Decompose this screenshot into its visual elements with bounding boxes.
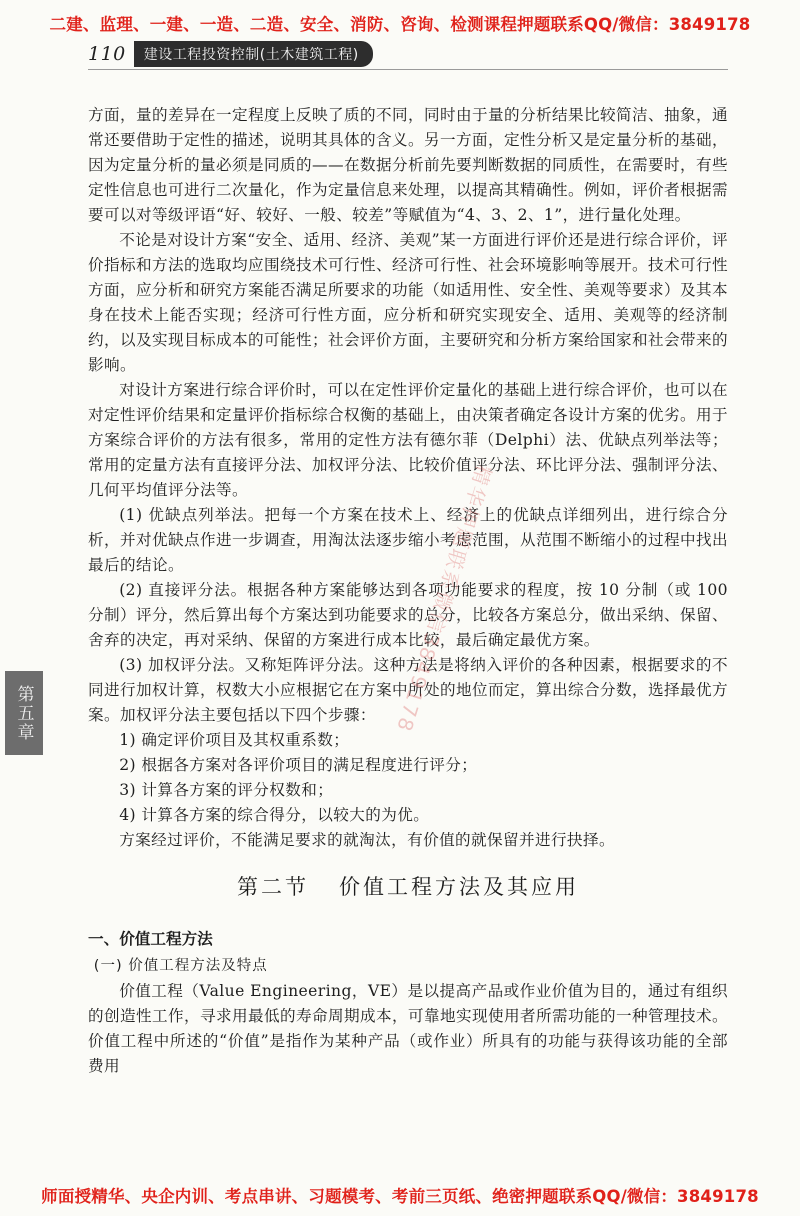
section-title (88, 871, 728, 901)
paragraph: 对设计方案进行综合评价时，可以在定性评价定量化的基础上进行综合评价，也可以在对定性评价结果和定量评价指标综合权衡的基础上，由决策者确定各设计方案的优劣。用于方案综合评价的方法有很多，常用的定性方法有德尔菲（Delphi）法、优缺点列举法等；常用的定量方法有直接评分法、加权评分法、比较价值评分法、环比评分法、强制评分法、几何平均值评分法等。 (88, 381, 728, 499)
list-item: 3) 计算各方案的评分权数和； (119, 781, 334, 799)
list-item: 2) 根据各方案对各评价项目的满足程度进行评分； (119, 756, 478, 774)
paragraph: (2) 直接评分法。根据各种方案能够达到各项功能要求的程度，按 10 分制（或 100 分制）评分，然后算出每个方案达到功能要求的总分，比较各方案总分，做出采纳、保留、舍弃的决定，再对采纳、保留的方案进行成本比较，最后确定最优方案。 (88, 581, 728, 649)
paragraph: 方案经过评价，不能满足要求的就淘汰，有价值的就保留并进行抉择。 (119, 831, 615, 849)
page-header (88, 41, 373, 67)
page-number: 110 (88, 43, 126, 65)
bottom-banner: 师面授精华、央企内训、考点串讲、习题模考、考前三页纸、绝密押题联系QQ/微信：3849178 (41, 1187, 759, 1206)
page-body (88, 103, 728, 1079)
book-title: 建设工程投资控制(土木建筑工程) (134, 41, 373, 67)
section-number: 第二节 (237, 875, 309, 899)
list-item: 4) 计算各方案的综合得分，以较大的为优。 (119, 806, 430, 824)
section-name: 价值工程方法及其应用 (339, 875, 579, 899)
watermark: 精华押题联系微信3849178 (391, 461, 497, 736)
heading-level1: 一、价值工程方法 (88, 930, 213, 948)
paragraph: 不论是对设计方案“安全、适用、经济、美观”某一方面进行评价还是进行综合评价，评价指标和方法的选取均应围绕技术可行性、经济可行性、社会环境影响等展开。技术可行性方面，应分析和研究方案能否满足所要求的功能（如适用性、安全性、美观等要求）及其本身在技术上能否实现；经济可行性方面，应分析和研究实现安全、适用、美观等的经济制约，以及实现目标成本的可能性；社会评价方面，主要研究和分析方案给国家和社会带来的影响。 (88, 231, 728, 374)
heading-level2: (一) 价值工程方法及特点 (93, 958, 268, 974)
chapter-tab: 第五章 (5, 671, 43, 755)
paragraph: (1) 优缺点列举法。把每一个方案在技术上、经济上的优缺点详细列出，进行综合分析，并对优缺点作进一步调查，用淘汰法逐步缩小考虑范围，从范围不断缩小的过程中找出最后的结论。 (88, 506, 728, 574)
top-banner: 二建、监理、一建、一造、二造、安全、消防、咨询、检测课程押题联系QQ/微信：3849178 (49, 15, 751, 34)
paragraph: 价值工程（Value Engineering，VE）是以提高产品或作业价值为目的，通过有组织的创造性工作，寻求用最低的寿命周期成本，可靠地实现使用者所需功能的一种管理技术。价值工程中所述的“价值”是指作为某种产品（或作业）所具有的功能与获得该功能的全部费用 (88, 982, 728, 1075)
list-item: 1) 确定评价项目及其权重系数； (119, 731, 350, 749)
paragraph: 方面，量的差异在一定程度上反映了质的不同，同时由于量的分析结果比较简洁、抽象，通常还要借助于定性的描述，说明其具体的含义。另一方面，定性分析又是定量分析的基础，因为定量分析的量必须是同质的——在数据分析前先要判断数据的同质性，在需要时，有些定性信息也可进行二次量化，作为定量信息来处理，以提高其精确性。例如，评价者根据需要可以对等级评语“好、较好、一般、较差”等赋值为“4、3、2、1”，进行量化处理。 (88, 106, 728, 224)
header-divider (88, 69, 728, 70)
paragraph: (3) 加权评分法。又称矩阵评分法。这种方法是将纳入评价的各种因素，根据要求的不同进行加权计算，权数大小应根据它在方案中所处的地位而定，算出综合分数，选择最优方案。加权评分法主要包括以下四个步骤： (88, 656, 728, 724)
